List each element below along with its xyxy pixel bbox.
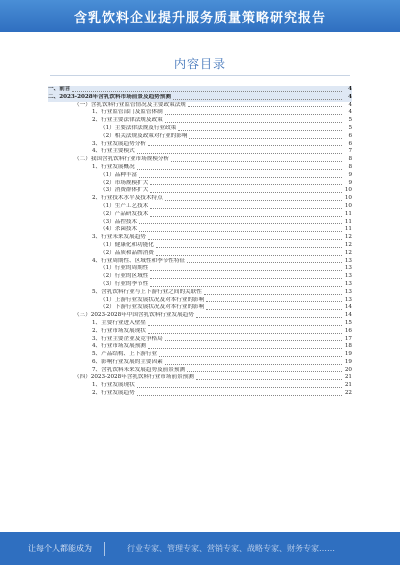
toc-entry-page: 12 — [344, 249, 352, 256]
toc-entry-title: 二、2023-2028年含乳饮料市场前景及趋势预测 — [48, 93, 171, 100]
toc-entry[interactable] — [48, 164, 352, 172]
toc-entry[interactable] — [48, 234, 352, 242]
toc-entry-page: 13 — [344, 265, 352, 272]
toc-leader-dots — [137, 395, 342, 396]
toc-entry-title: （2）市场规模扩大 — [100, 179, 149, 186]
toc-entry-title: 5、含乳饮料行业与上下游行业之间的关联性 — [92, 288, 202, 295]
toc-leader-dots — [196, 379, 342, 380]
toc-entry[interactable] — [48, 219, 352, 227]
toc-entry-page: 19 — [344, 358, 352, 365]
toc-entry[interactable] — [48, 367, 352, 375]
toc-entry-page: 21 — [344, 374, 352, 381]
toc-entry-title: （1）上游行业发展状况及对本行业的影响 — [100, 296, 205, 303]
toc-entry-title: 7、含乳饮料未来发展趋势及前景预测 — [92, 366, 186, 373]
toc-entry-page: 8 — [348, 156, 352, 163]
toc-entry-title: 3、行业未来发展趋势 — [92, 234, 146, 241]
toc-entry-title: （1）品种丰富 — [100, 171, 138, 178]
toc-entry[interactable] — [48, 336, 352, 344]
toc-leader-dots — [148, 333, 342, 334]
toc-entry-title: 2、行业技术水平及技术特点 — [92, 195, 163, 202]
toc-entry-title: 1、行业发展现状 — [92, 382, 135, 389]
toc-leader-dots — [187, 262, 342, 263]
toc-entry-page: 20 — [344, 366, 352, 373]
toc-entry-title: 4、行业市场发展预测 — [92, 343, 146, 350]
toc-entry[interactable] — [48, 172, 352, 180]
toc-entry-page: 11 — [344, 226, 352, 233]
toc-entry-title: （四）2023-2028年含乳饮料行业市场前景预测 — [74, 374, 194, 381]
toc-entry-page: 10 — [344, 195, 352, 202]
toc-entry-title: 一、前言 — [48, 86, 71, 92]
toc-entry-page: 10 — [344, 187, 352, 194]
toc-leader-dots — [148, 348, 342, 349]
toc-entry-page: 13 — [344, 296, 352, 303]
toc-leader-dots — [156, 247, 342, 248]
toc-entry-page: 11 — [344, 218, 352, 225]
toc-entry-title: （一）含乳饮料行业监管情况及主要政策法规 — [74, 101, 186, 108]
toc-entry-page: 12 — [344, 234, 352, 241]
toc-entry[interactable] — [48, 148, 352, 156]
toc-entry[interactable] — [48, 304, 352, 312]
toc-entry-page: 4 — [348, 101, 352, 108]
toc-entry[interactable] — [48, 250, 352, 258]
toc-entry-title: （三）2023-2028年中国含乳饮料行业发展趋势 — [74, 312, 194, 319]
toc-entry-page: 22 — [344, 390, 352, 397]
toc-entry[interactable] — [48, 289, 352, 297]
toc-entry[interactable] — [48, 312, 352, 320]
toc-entry[interactable] — [48, 328, 352, 336]
toc-entry-page: 16 — [344, 327, 352, 334]
toc-entry-page: 13 — [344, 280, 352, 287]
toc-entry-title: （1）主要法律法规及行业政策 — [100, 124, 177, 131]
footer-tagline: 行业专家、管理专家、营销专家、战略专家、财务专家…… — [127, 544, 335, 553]
toc-entry-page: 6 — [348, 132, 352, 139]
toc-entry[interactable] — [48, 156, 352, 164]
toc-leader-dots — [139, 231, 342, 232]
toc-entry[interactable] — [48, 390, 352, 398]
toc-entry-title: （3）品控技术 — [100, 218, 138, 225]
footer-divider — [104, 542, 105, 556]
toc-leader-dots — [150, 286, 342, 287]
toc-leader-dots — [148, 145, 342, 146]
toc-leader-dots — [165, 340, 342, 341]
toc-entry[interactable] — [48, 211, 352, 219]
toc-entry-page: 13 — [344, 288, 352, 295]
toc-entry-page: 13 — [344, 257, 352, 264]
toc-leader-dots — [206, 301, 342, 302]
toc-entry-page: 5 — [348, 124, 352, 131]
toc-entry[interactable] — [48, 382, 352, 390]
toc-entry[interactable] — [48, 273, 352, 281]
toc-entry[interactable] — [48, 117, 352, 125]
toc-leader-dots — [206, 309, 342, 310]
toc-leader-dots — [178, 130, 342, 131]
toc-entry-page: 7 — [348, 148, 352, 155]
toc-entry-page: 8 — [348, 163, 352, 170]
toc-entry-page: 17 — [344, 335, 352, 342]
toc-entry[interactable] — [48, 258, 352, 266]
toc-leader-dots — [196, 317, 342, 318]
toc-entry-page: 9 — [348, 171, 352, 178]
toc-entry-page: 9 — [348, 179, 352, 186]
toc-leader-dots — [137, 169, 342, 170]
toc-leader-dots — [139, 177, 342, 178]
toc-entry[interactable] — [48, 226, 352, 234]
toc-entry[interactable] — [48, 125, 352, 133]
toc-entry-title: （1）生产工艺技术 — [100, 202, 149, 209]
toc-entry-title: 2、行业主要法律法规及政策 — [92, 117, 163, 124]
toc-leader-dots — [150, 192, 342, 193]
toc-leader-dots — [150, 184, 342, 185]
footer-banner — [0, 532, 400, 565]
toc-leader-dots — [139, 223, 342, 224]
toc-entry-title: 1、行业发展概况 — [92, 163, 135, 170]
toc-leader-dots — [72, 91, 342, 92]
toc-entry-title: 1、主要行业进入壁垒 — [92, 319, 146, 326]
toc-entry-page: 4 — [348, 86, 352, 92]
toc-entry[interactable] — [48, 281, 352, 289]
toc-entry[interactable] — [48, 109, 352, 117]
toc-entry-title: 5、产品结构、上下游行业 — [92, 351, 158, 358]
toc-leader-dots — [150, 216, 342, 217]
toc-leader-dots — [165, 200, 342, 201]
toc-entry-title: （二）我国含乳饮料行业市场规模分析 — [74, 156, 170, 163]
toc-entry-page: 11 — [344, 210, 352, 217]
toc-entry-page: 5 — [348, 117, 352, 124]
toc-entry-page: 4 — [348, 109, 352, 116]
toc-entry-page: 14 — [344, 304, 352, 311]
toc-entry[interactable] — [48, 359, 352, 367]
toc-entry[interactable] — [48, 133, 352, 141]
toc-entry-page: 14 — [344, 312, 352, 319]
toc-entry-title: （2）品质和品牌消费 — [100, 249, 154, 256]
toc-leader-dots — [188, 106, 342, 107]
toc-entry-page: 13 — [344, 273, 352, 280]
toc-leader-dots — [156, 255, 342, 256]
toc-entry[interactable] — [48, 187, 352, 195]
toc-entry[interactable] — [48, 141, 352, 149]
toc-leader-dots — [189, 138, 342, 139]
toc-entry[interactable] — [48, 102, 352, 110]
toc-leader-dots — [165, 122, 342, 123]
toc-entry-page: 12 — [344, 241, 352, 248]
toc-entry-title: （3）行业的季节性 — [100, 280, 149, 287]
toc-entry-title: （1）健康化和功能化 — [100, 241, 154, 248]
toc-leader-dots — [148, 325, 342, 326]
report-title: 含乳饮料企业提升服务质量策略研究报告 — [73, 10, 326, 26]
toc-leader-dots — [187, 371, 342, 372]
toc-leader-dots — [137, 387, 342, 388]
toc-entry-title: 2、行业市场发展现状 — [92, 327, 146, 334]
toc-entry-title: （2）相关法规及政策对行业的影响 — [100, 132, 188, 139]
toc-entry-title: 3、行业主要企业及竞争格局 — [92, 335, 163, 342]
toc-entry-title: （2）下游行业发展状况及对本行业的影响 — [100, 304, 205, 311]
toc-entry[interactable] — [48, 297, 352, 305]
toc-leader-dots — [150, 270, 342, 271]
toc-leader-dots — [150, 278, 342, 279]
table-of-contents — [48, 86, 352, 398]
toc-entry[interactable] — [48, 265, 352, 273]
toc-leader-dots — [148, 239, 342, 240]
toc-entry[interactable] — [48, 195, 352, 203]
toc-entry-title: （4）杀菌技术 — [100, 226, 138, 233]
toc-entry[interactable] — [48, 351, 352, 359]
footer-slogan: 让每个人都能成为 — [28, 544, 92, 553]
toc-leader-dots — [150, 208, 342, 209]
toc-entry-page: 4 — [348, 93, 352, 100]
toc-leader-dots — [165, 114, 342, 115]
toc-entry-title: 2、行业发展趋势 — [92, 390, 135, 397]
toc-entry[interactable] — [48, 343, 352, 351]
toc-entry[interactable] — [48, 203, 352, 211]
toc-entry-page: 21 — [344, 382, 352, 389]
report-header — [0, 0, 400, 32]
toc-entry[interactable] — [48, 320, 352, 328]
toc-entry-page: 19 — [344, 351, 352, 358]
toc-entry-title: 6、影响行业发展的主要因素 — [92, 358, 163, 365]
toc-leader-dots — [165, 364, 342, 365]
heading-divider — [50, 75, 350, 76]
toc-entry-title: （1）行业的周期性 — [100, 265, 149, 272]
toc-entry-page: 18 — [344, 343, 352, 350]
toc-heading: 内容目录 — [173, 57, 226, 71]
toc-leader-dots — [173, 99, 342, 100]
toc-entry[interactable] — [48, 94, 352, 102]
toc-entry[interactable] — [48, 180, 352, 188]
toc-entry-title: 4、行业主要模式 — [92, 148, 135, 155]
toc-entry-title: （3）消费群体扩大 — [100, 187, 149, 194]
toc-entry-title: 1、行业监管部门及监管体制 — [92, 109, 163, 116]
toc-leader-dots — [159, 356, 342, 357]
toc-leader-dots — [171, 161, 342, 162]
toc-entry[interactable] — [48, 86, 352, 94]
toc-entry-page: 15 — [344, 319, 352, 326]
toc-leader-dots — [137, 153, 342, 154]
toc-entry-page: 10 — [344, 202, 352, 209]
toc-leader-dots — [204, 294, 342, 295]
toc-entry-title: （2）行业的区域性 — [100, 273, 149, 280]
toc-entry-title: （2）产品研发技术 — [100, 210, 149, 217]
toc-entry-title: 3、行业发展趋势分析 — [92, 140, 146, 147]
toc-entry-title: 4、行业周期性、区域性和季节性特征 — [92, 257, 186, 264]
toc-entry[interactable] — [48, 374, 352, 382]
toc-entry[interactable] — [48, 242, 352, 250]
toc-entry-page: 6 — [348, 140, 352, 147]
